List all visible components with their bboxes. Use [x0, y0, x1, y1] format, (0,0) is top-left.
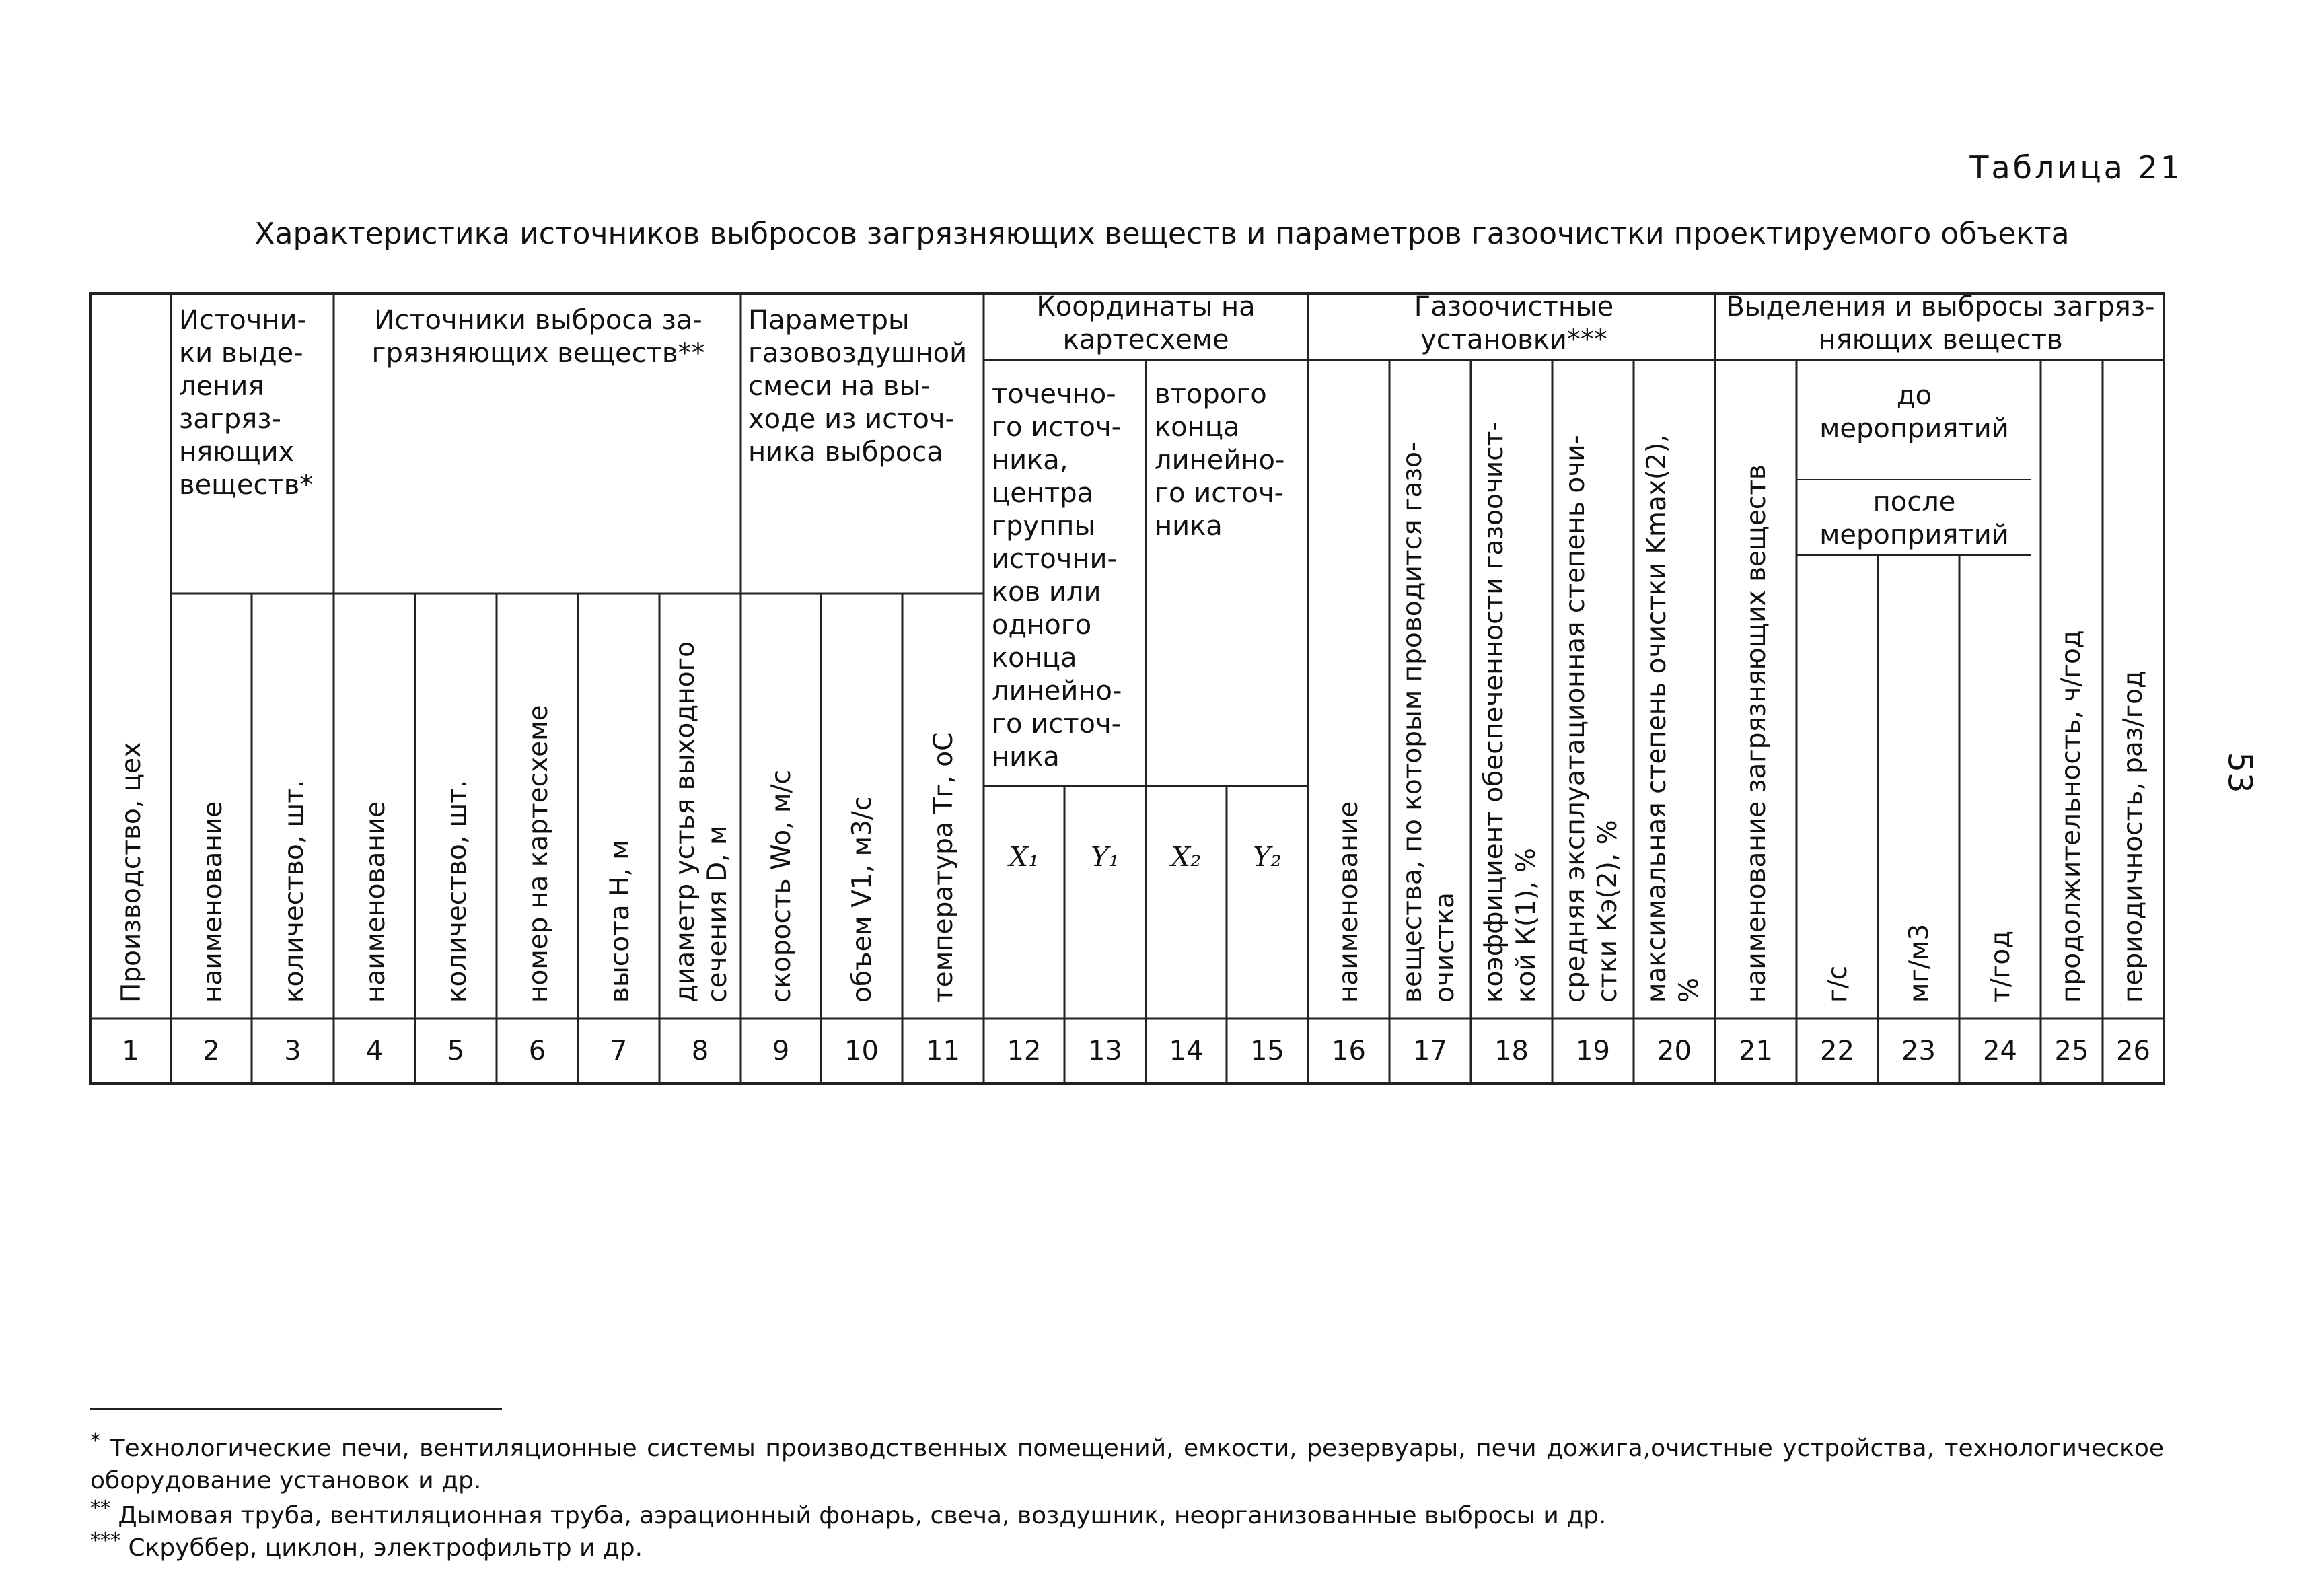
header-emissions: Выделения и выбросы загряз-няющих веществ	[1726, 291, 2155, 355]
col-number: 19	[1576, 1036, 1610, 1067]
col-number: 17	[1413, 1036, 1447, 1067]
footnote-1-mark: *	[90, 1429, 100, 1453]
header-gas-params: Параметры газовоздушной смеси на вы-ходе из источ-ника выброса	[748, 305, 968, 468]
col-number: 2	[203, 1036, 220, 1067]
col-release-name: наименование	[361, 801, 391, 1003]
header-after: после мероприятий	[1819, 486, 2009, 550]
col-number: 4	[365, 1036, 384, 1067]
col-velocity: скорость Wo, м/с	[766, 770, 797, 1003]
header-coords: Координаты на картесхеме	[1036, 291, 1256, 355]
header-coord-point: точечно-го источ-ника, центра группы источни-ков или одного конца линейно-го источ-ника	[992, 379, 1122, 772]
col-number: 1	[122, 1036, 139, 1067]
col-release-count: количество, шт.	[442, 779, 472, 1003]
col-number: 21	[1739, 1036, 1773, 1067]
col-cleaning-name: наименование	[1334, 801, 1364, 1003]
col-number: 12	[1007, 1036, 1042, 1067]
col-number: 10	[844, 1036, 879, 1067]
col-emission-name: наименование	[198, 801, 228, 1003]
col-number: 8	[691, 1036, 709, 1067]
col-number: 25	[2054, 1036, 2089, 1067]
col-x2: X₂	[1171, 842, 1202, 873]
footnote-separator	[90, 1408, 502, 1410]
col-number: 23	[1901, 1036, 1936, 1067]
col-duration: продолжительность, ч/год	[2056, 630, 2086, 1003]
col-number: 5	[447, 1036, 465, 1067]
col-number: 6	[528, 1036, 546, 1067]
footnote-3-mark: ***	[90, 1529, 120, 1552]
col-number: 14	[1169, 1036, 1204, 1067]
col-number: 3	[284, 1036, 301, 1067]
col-production: Производство, цех	[116, 742, 147, 1003]
col-mgm3: мг/м3	[1904, 923, 1934, 1003]
col-number: 16	[1332, 1036, 1366, 1067]
col-periodicity: периодичность, раз/год	[2118, 670, 2148, 1003]
col-map-number: номер на картесхеме	[523, 705, 554, 1003]
footnote-2-text: Дымовая труба, вентиляционная труба, аэрационный фонарь, свеча, воздушник, неорганизованные выбросы и др.	[118, 1502, 1607, 1529]
table-label: Таблица 21	[1969, 149, 2183, 186]
col-height: высота H, м	[605, 840, 635, 1003]
col-gs: г/с	[1823, 965, 1853, 1003]
header-sources-emission: Источни-ки выде-ления загряз-няющих веществ*	[179, 305, 314, 501]
col-number: 7	[610, 1036, 628, 1067]
col-coef-k1: коэффициент обеспеченности газоочист-кой К(1), %	[1479, 421, 1541, 1003]
col-number: 24	[1983, 1036, 2017, 1067]
col-number: 13	[1088, 1036, 1122, 1067]
header-sources-release: Источники выброса за-грязняющих веществ**	[371, 305, 705, 369]
col-y2: Y₂	[1253, 842, 1282, 873]
footnote-1-text: Технологические печи, вентиляционные системы производственных помещений, емкости, резервуары, печи дожига,очистные устройства, технологическое оборудование установок и др.	[90, 1435, 2164, 1494]
header-gas-cleaning: Газоочистные установки***	[1414, 291, 1614, 355]
col-x1: X₁	[1009, 842, 1040, 873]
footnote-3	[90, 1525, 2164, 1564]
col-volume: объем V1, м3/с	[847, 796, 877, 1003]
footnote-2-mark: **	[90, 1497, 110, 1520]
col-number: 11	[926, 1036, 960, 1067]
footnote-3-text: Скруббер, циклон, электрофильтр и др.	[128, 1534, 643, 1562]
col-kmax: максимальная степень очистки Kmax(2), %	[1642, 434, 1704, 1003]
col-cleaning-substances: вещества, по которым проводится газо-очистка	[1397, 441, 1460, 1003]
col-tyear: т/год	[1986, 930, 2016, 1003]
col-coef-k2: средняя эксплуатационная степень очи-стки Кэ(2), %	[1560, 435, 1623, 1003]
col-number: 9	[772, 1036, 790, 1067]
col-number: 20	[1657, 1036, 1692, 1067]
col-emission-count: количество, шт.	[279, 779, 310, 1003]
col-number: 22	[1820, 1036, 1854, 1067]
footnote-1	[90, 1425, 2164, 1497]
header-coord-second: второго конца линейно-го источ-ника	[1155, 379, 1285, 542]
col-number: 15	[1250, 1036, 1284, 1067]
col-number: 26	[2116, 1036, 2150, 1067]
table-title: Характеристика источников выбросов загрязняющих веществ и параметров газоочистки проектируемого объекта	[254, 217, 2070, 251]
col-temperature: температура Tг, оС	[929, 732, 959, 1003]
col-y1: Y₁	[1091, 842, 1120, 873]
header-before: до мероприятий	[1819, 380, 2009, 444]
col-substance-name: наименование загрязняющих веществ	[1741, 464, 1772, 1003]
col-diameter: диаметр устья выходного сечения D, м	[670, 641, 733, 1003]
page-number: 53	[2220, 752, 2259, 793]
col-number: 18	[1494, 1036, 1529, 1067]
